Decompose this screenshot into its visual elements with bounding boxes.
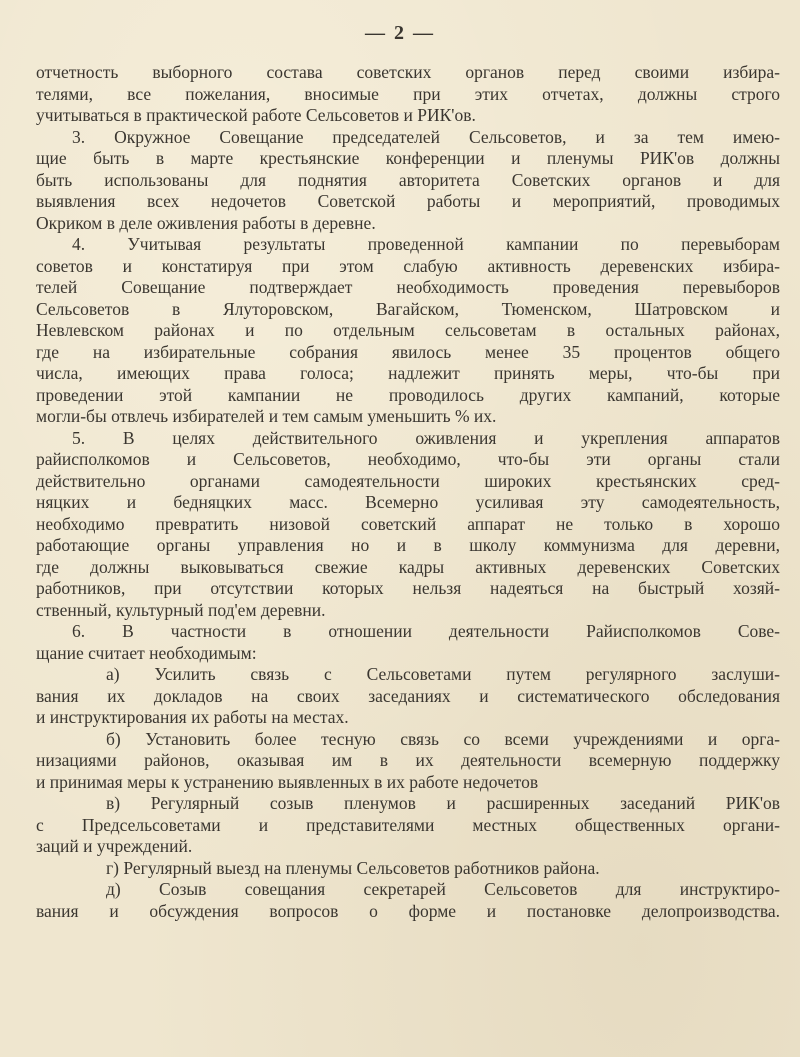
text-line: Невлевском районах и по отдельным сельсоветам в остальных районах, xyxy=(36,320,780,340)
text-line: б) Установить более тесную связь со всеми учреждениями и орга- xyxy=(106,728,780,749)
text-line: 3. Окружное Совещание председателей Сельсоветов, и за тем имею- xyxy=(72,126,780,147)
text-line: щие быть в марте крестьянские конференции и пленумы РИК'ов должны xyxy=(36,148,780,168)
text-line: щание считает необходимым: xyxy=(36,642,257,663)
text-line: Сельсоветов в Ялуторовском, Вагайском, Тюменском, Шатровском и xyxy=(36,298,780,319)
text-line: необходимо превратить низовой советский аппарат не только в хорошо xyxy=(36,513,780,534)
text-line: а) Усилить связь с Сельсоветами путем регулярного заслуши- xyxy=(106,664,780,684)
text-line: числа, имеющих права голоса; надлежит принять меры, что-бы при xyxy=(36,363,780,383)
text-line: вания и обсуждения вопросов о форме и постановке делопроизводства. xyxy=(36,900,780,921)
text-line: работников, при отсутствии которых нельзя надеяться на быстрый хозяй- xyxy=(36,578,780,598)
text-line: Окриком в деле оживления работы в деревне. xyxy=(36,212,376,233)
text-line: низациями районов, оказывая им в их деятельности всемерную поддержку xyxy=(36,750,780,770)
text-line: няцких и бедняцких масс. Всемерно усиливая эту самодеятельность, xyxy=(36,492,780,512)
text-line: отчетность выборного состава советских органов перед своими избира- xyxy=(36,62,780,82)
text-line: с Предсельсоветами и представителями местных общественных органи- xyxy=(36,814,780,835)
text-line: и принимая меры к устранению выявленных в их работе недочетов xyxy=(36,771,539,792)
document-body-text xyxy=(36,62,780,922)
text-line: д) Созыв совещания секретарей Сельсоветов для инструктиро- xyxy=(106,879,780,899)
text-line: проведении этой кампании не проводилось других кампаний, которые xyxy=(36,384,780,405)
text-line: телей Совещание подтверждает необходимость проведения перевыборов xyxy=(36,277,780,297)
text-line: где должны выковываться свежие кадры активных деревенских Советских xyxy=(36,556,780,577)
text-line: заций и учреждений. xyxy=(36,836,193,856)
text-line: где на избирательные собрания явилось менее 35 процентов общего xyxy=(36,341,780,362)
text-line: 4. Учитывая результаты проведенной кампании по перевыборам xyxy=(72,234,780,254)
text-line: быть использованы для поднятия авторитета Советских органов и для xyxy=(36,169,780,190)
text-line: 6. В частности в отношении деятельности Райисполкомов Сове- xyxy=(72,621,780,641)
text-line: телями, все пожелания, вносимые при этих отчетах, должны строго xyxy=(36,83,780,104)
text-line: действительно органами самодеятельности широких крестьянских сред- xyxy=(36,470,780,491)
text-line: в) Регулярный созыв пленумов и расширенных заседаний РИК'ов xyxy=(106,793,780,813)
text-line: и инструктирования их работы на местах. xyxy=(36,707,349,727)
text-line: ственный, культурный под'ем деревни. xyxy=(36,599,326,620)
page-number: — 2 — xyxy=(365,22,435,44)
text-line: 5. В целях действительного оживления и укрепления аппаратов xyxy=(72,427,780,448)
text-line: райисполкомов и Сельсоветов, необходимо, что-бы эти органы стали xyxy=(36,449,780,469)
text-line: могли-бы отвлечь избирателей и тем самым уменьшить % их. xyxy=(36,406,497,426)
text-line: г) Регулярный выезд на пленумы Сельсоветов работников района. xyxy=(106,857,600,878)
text-line: работающие органы управления но и в школу коммунизма для деревни, xyxy=(36,535,780,555)
text-line: советов и констатируя при этом слабую активность деревенских избира- xyxy=(36,255,780,276)
text-line: выявления всех недочетов Советской работы и мероприятий, проводимых xyxy=(36,191,780,211)
text-line: вания их докладов на своих заседаниях и систематического обследования xyxy=(36,685,780,706)
text-line: учитываться в практической работе Сельсоветов и РИК'ов. xyxy=(36,105,476,125)
